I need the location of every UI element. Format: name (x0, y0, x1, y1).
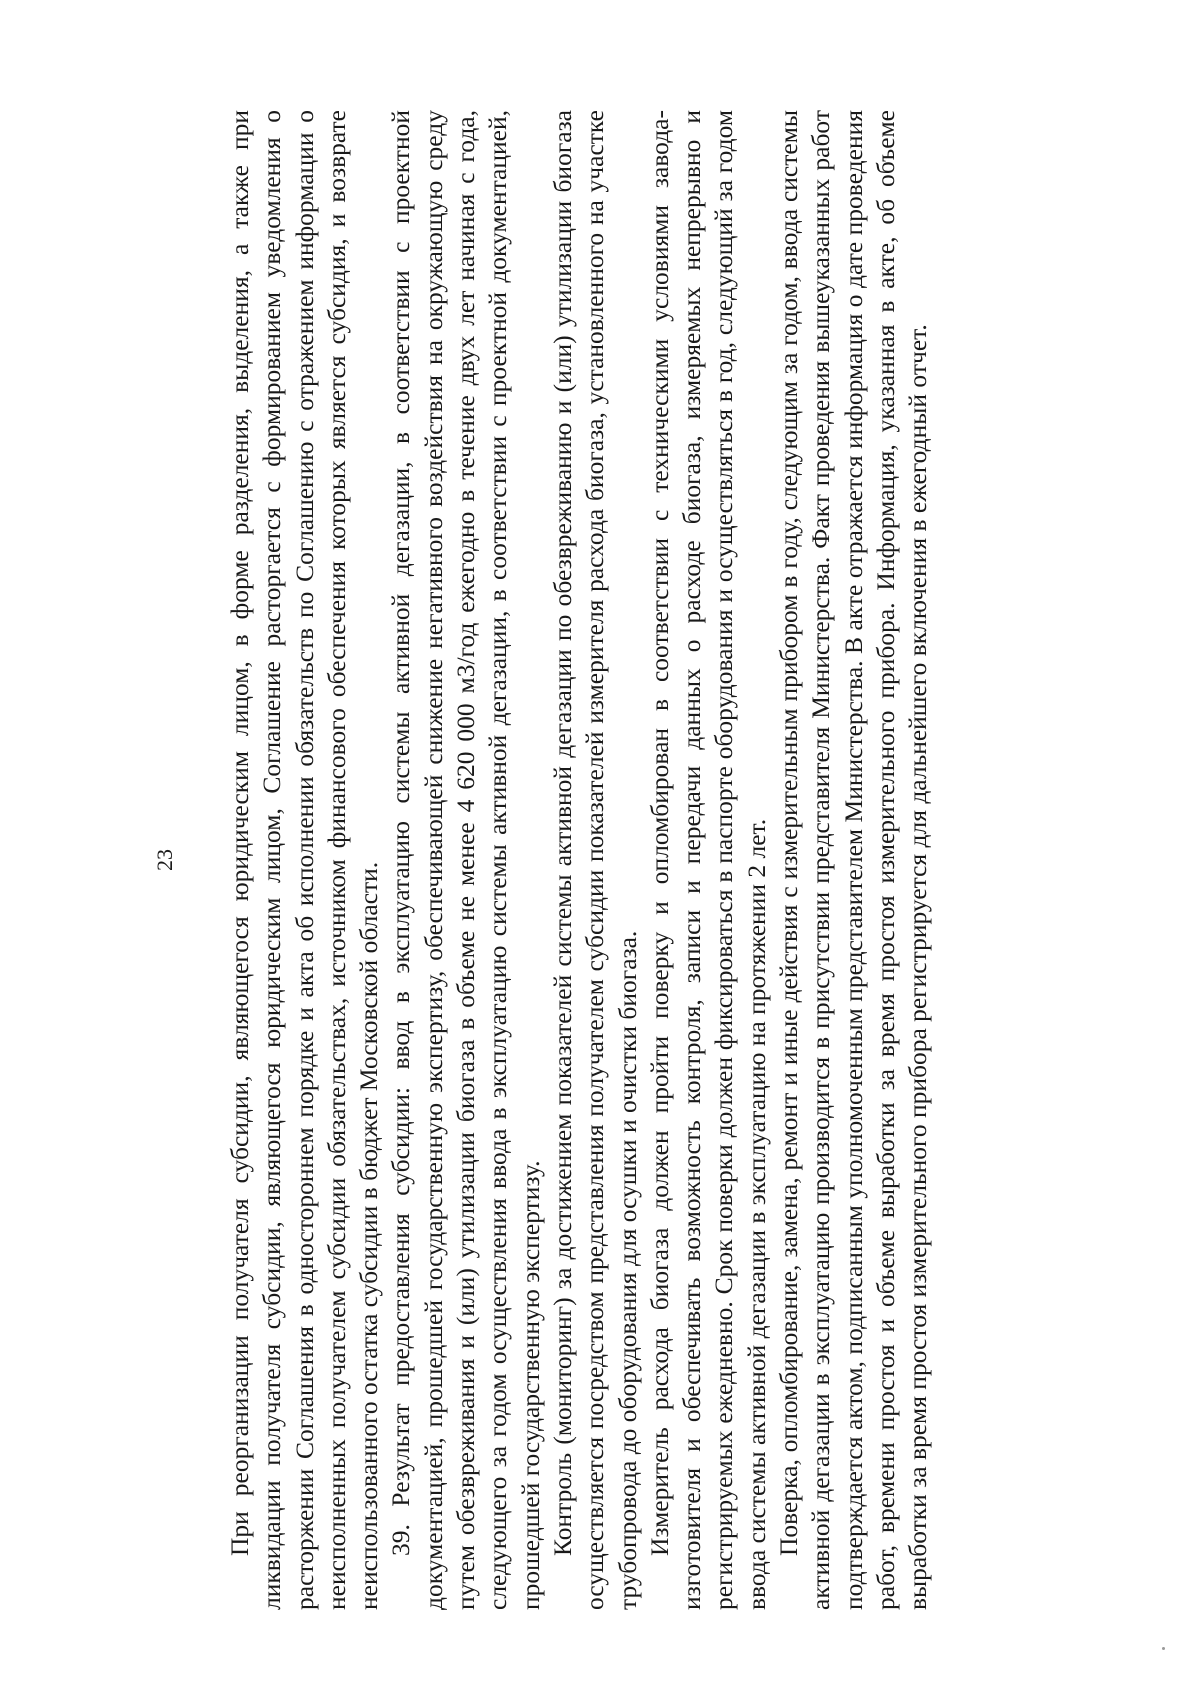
page-number: 23 (152, 849, 177, 871)
paragraph-meter-verification: Измеритель расхода биогаза должен пройти поверку и опломбирован в соответствии с техническими условиями завода-изготовителя и обеспечивать возможность контроля, записи и передачи данных о расходе биогаза, измеряемых непрерывно и регистрируемых ежедневно. Срок поверки должен фиксироваться в паспорте оборудования и осуществляться в год, следующий за годом ввода системы активной дегазации в эксплуатацию на протяжении 2 лет. (644, 110, 771, 1610)
paragraph-reorganization: При реорганизации получателя субсидии, являющегося юридическим лицом, в форме разделения, выделения, а также при ликвидации получателя субсидии, являющегося юридическим лицом, Соглашение расторгается с формированием уведомления о расторжении Соглашения в одностороннем порядке и акта об исполнении обязательств по Соглашению с отражением информации о неисполненных получателем субсидии обязательствах, источником финансового обеспечения которых является субсидия, и возврате неиспользованного остатка субсидии в бюджет Московской области. (225, 110, 384, 1610)
body-text (224, 110, 935, 1610)
paragraph-meter-maintenance: Поверка, опломбирование, замена, ремонт и иные действия с измерительным прибором в году, следующим за годом, ввода системы активной дегазации в эксплуатацию производится в присутствии представителя Министерства. Факт проведения вышеуказанных работ подтверждается актом, подписанным уполномоченным представителем Министерства. В акте отражается информация о дате проведения работ, времени простоя и объеме выработки за время простоя измерительного прибора. Информация, указанная в акте, об объеме выработки за время простоя измерительного прибора регистрируется для дальнейшего включения в ежегодный отчет. (774, 110, 933, 1610)
scan-speck (1162, 1647, 1165, 1650)
paragraph-monitoring: Контроль (мониторинг) за достижением показателей системы активной дегазации по обезвреживанию и (или) утилизации биогаза осуществляется посредством представления получателем субсидии показателей измерителя расхода биогаза, установленного на участке трубопровода до оборудования для осушки и очистки биогаза. (547, 110, 642, 1610)
paragraph-item-39-result: 39. Результат предоставления субсидии: ввод в эксплуатацию системы активной дегазации, в соответствии с проектной документацией, прошедшей государственную экспертизу, обеспечивающей снижение негативного воздействия на окружающую среду путем обезвреживания и (или) утилизации биогаза в объеме не менее 4 620 000 м3/год ежегодно в течение двух лет начиная с года, следующего за годом осуществления ввода в эксплуатацию системы активной дегазации, в соответствии с проектной документацией, прошедшей государственную экспертизу. (386, 110, 545, 1610)
rotated-page-content (152, 110, 1052, 1610)
